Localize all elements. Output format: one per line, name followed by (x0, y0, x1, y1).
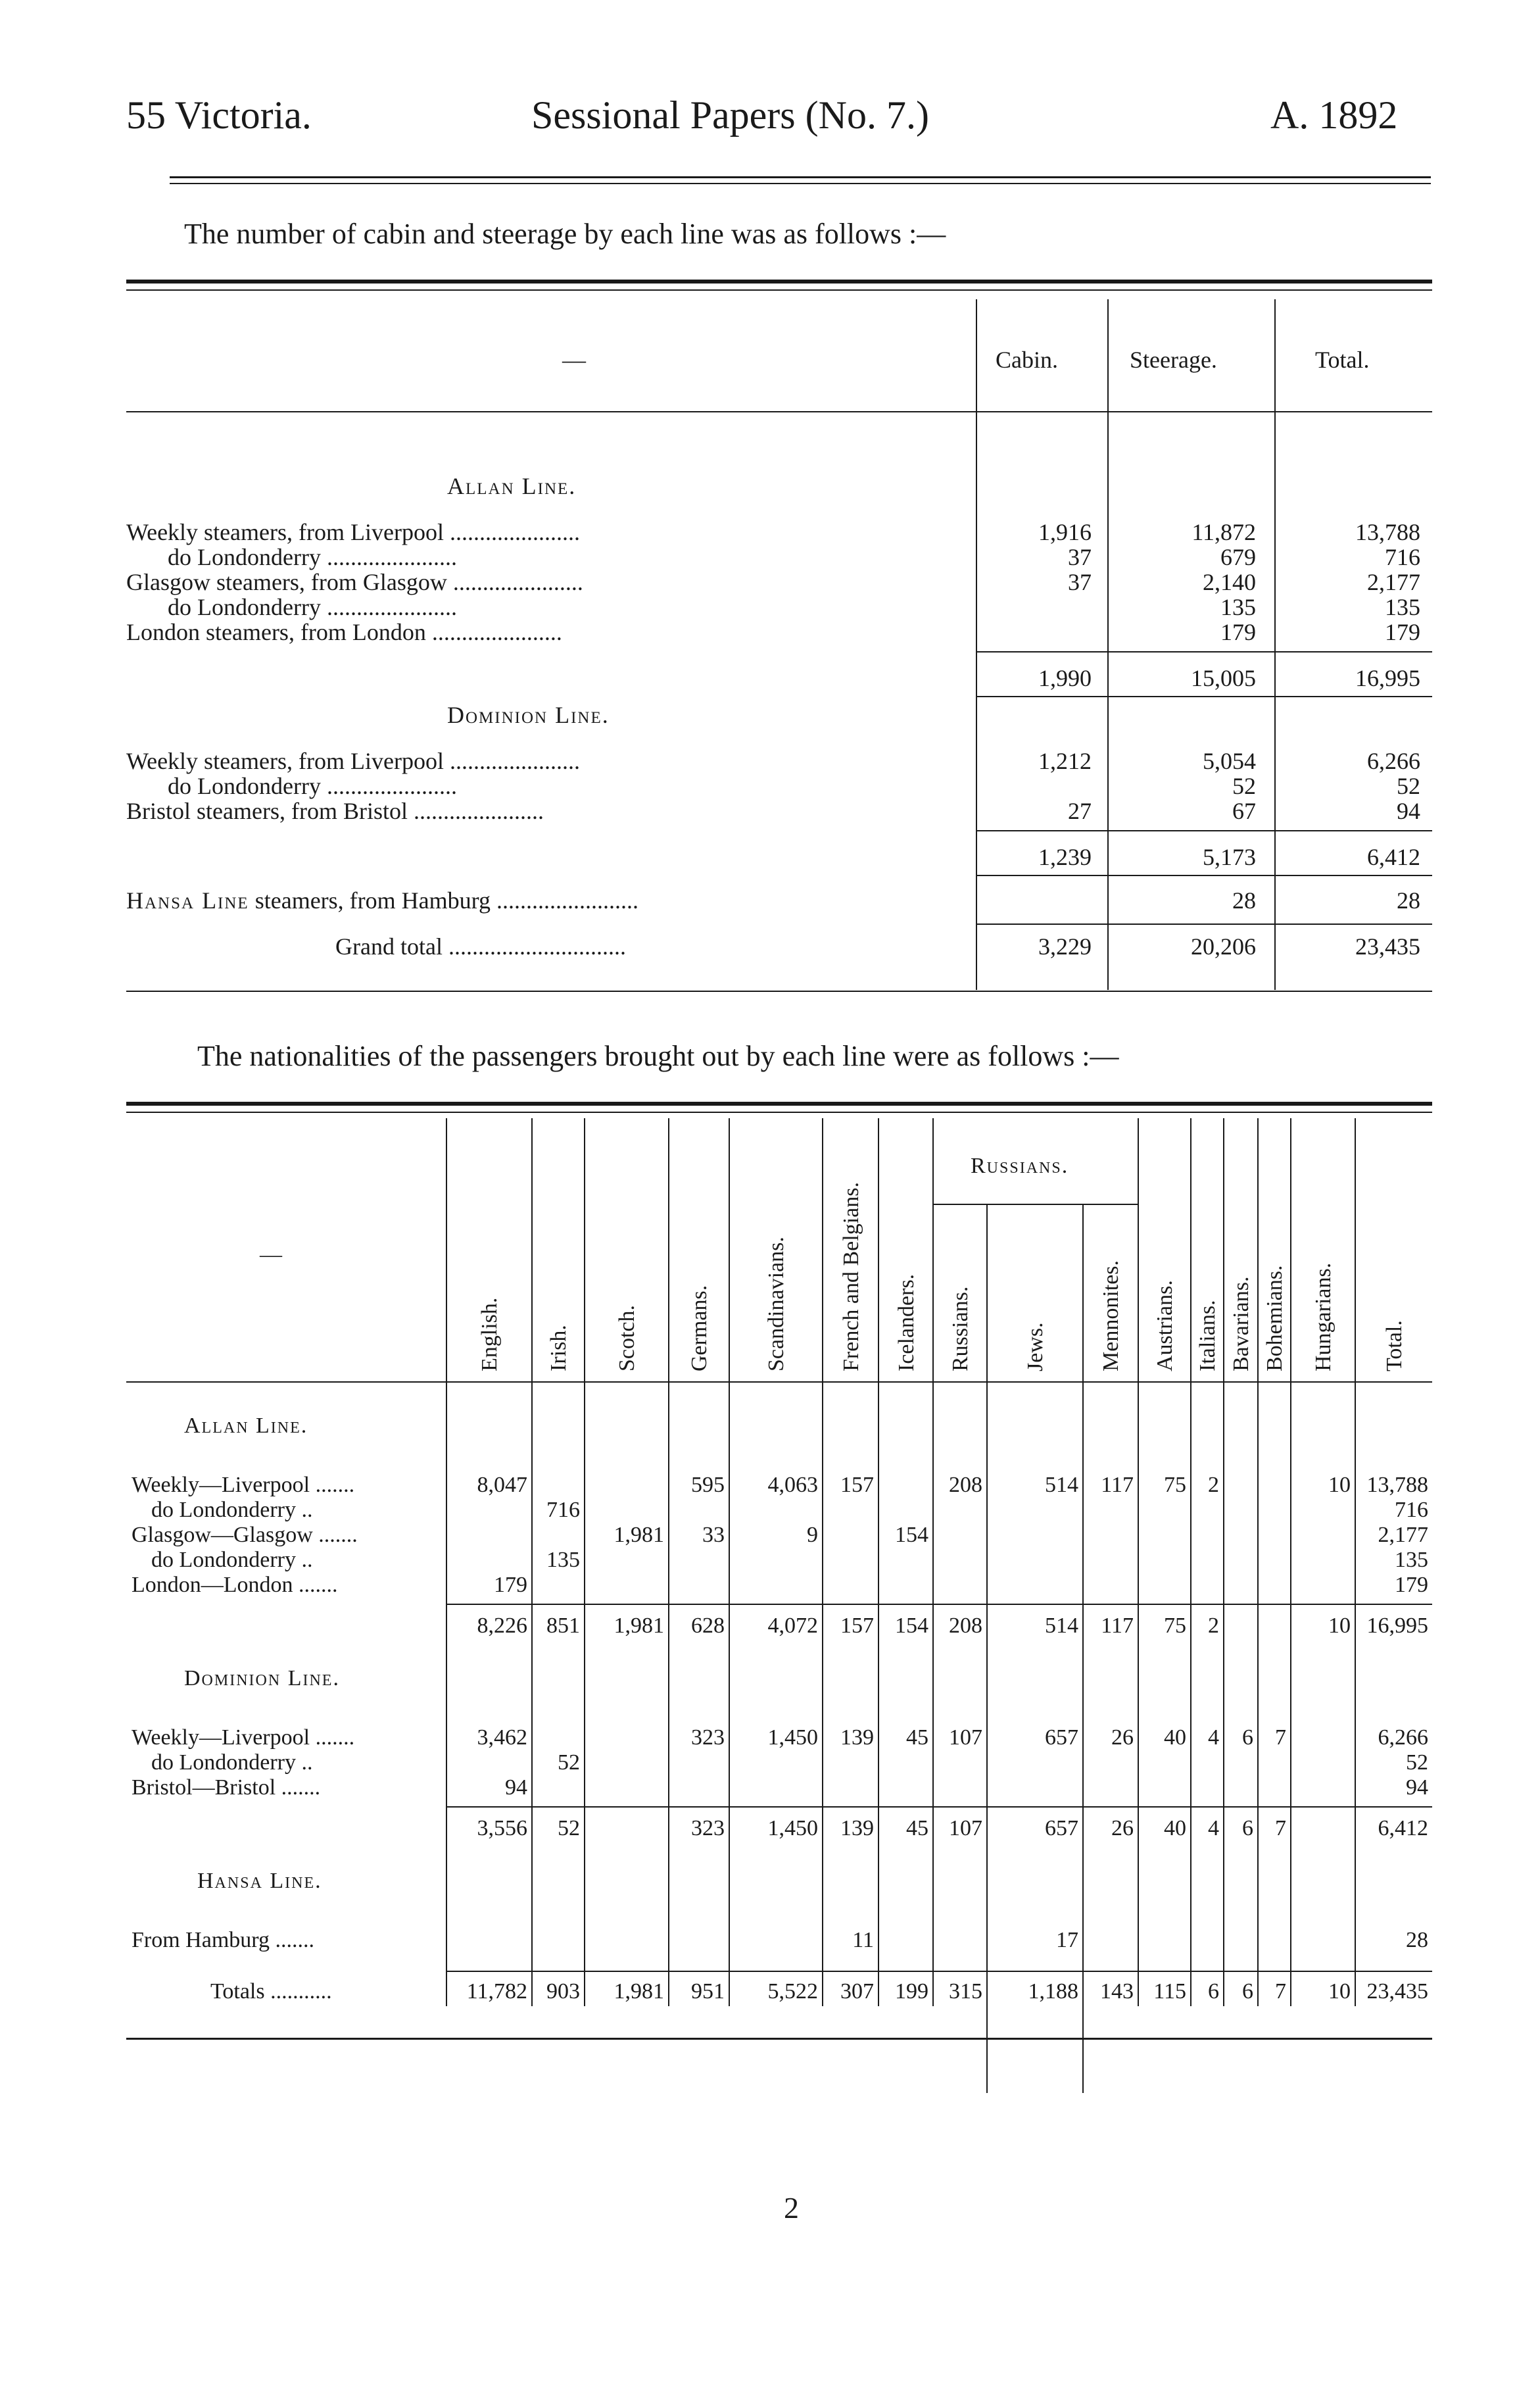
table1-cell-steerage: 179 (1220, 619, 1256, 645)
table1-section-title: Dominion Line. (447, 702, 610, 728)
table2-cell: 52 (558, 1750, 580, 1775)
table2-row-label: Weekly—Liverpool ....... (132, 1473, 355, 1497)
table2-col-divider (446, 1118, 447, 2006)
table1-subtotal-steerage: 5,173 (1203, 844, 1256, 870)
table1-subtotal-steerage: 15,005 (1191, 665, 1256, 691)
table2-subtotal-cell: 157 (840, 1613, 874, 1638)
table1-cell-total: 13,788 (1355, 519, 1420, 545)
intro-text-1: The number of cabin and steerage by each line was as follows :— (184, 218, 946, 250)
table2-cell: 75 (1164, 1473, 1186, 1497)
table2-row-label: Bristol—Bristol ....... (132, 1775, 321, 1800)
table2-col-header: French and Belgians. (838, 1182, 863, 1371)
table2-totals-cell: 6 (1242, 1979, 1253, 2004)
table2-subtotal-cell: 4 (1208, 1816, 1219, 1840)
table1-cell-steerage: 2,140 (1203, 569, 1256, 595)
table2-totals-cell: 7 (1275, 1979, 1286, 2004)
table1-cell-cabin: 1,212 (1038, 748, 1092, 774)
table2-cell: 157 (840, 1473, 874, 1497)
table2-subtotal-cell: 10 (1328, 1613, 1351, 1638)
table2-col-divider (729, 1118, 730, 2006)
table2-col-divider (986, 1205, 988, 2093)
table2-totals-cell: 10 (1328, 1979, 1351, 2004)
table2-cell: 94 (1406, 1775, 1428, 1800)
table2-cell: 135 (1395, 1548, 1428, 1572)
table2-subtotal-cell: 323 (691, 1816, 725, 1840)
table1-cell-total: 135 (1385, 594, 1420, 620)
table1-cell-cabin: 37 (1068, 569, 1092, 595)
table2-subtotal-cell: 1,981 (614, 1613, 664, 1638)
table2-subtotal-cell: 208 (949, 1613, 982, 1638)
table2-cell: 11 (852, 1928, 874, 1952)
table2-col-header: Mennonites. (1099, 1260, 1123, 1371)
table2-col-header: Bohemians. (1263, 1265, 1287, 1371)
table1-header-steerage: Steerage. (1130, 347, 1217, 373)
table1-row-label: do Londonderry ...................... (168, 594, 457, 620)
table1-cell-cabin: 1,916 (1038, 519, 1092, 545)
table2-col-header: Hungarians. (1311, 1262, 1335, 1371)
table2-totals-cell: 903 (546, 1979, 580, 2004)
table2-col-header: Icelanders. (894, 1273, 919, 1371)
table1-section-title: Allan Line. (447, 473, 577, 499)
table1-grand-cabin: 3,229 (1038, 933, 1092, 960)
table2-cell: 33 (702, 1523, 725, 1547)
table1-row-label: Glasgow steamers, from Glasgow ...................... (126, 569, 583, 595)
table1-cell-steerage: 11,872 (1191, 519, 1256, 545)
table2-top-rule (126, 1102, 1432, 1106)
table2-subtotal-cell: 45 (906, 1816, 928, 1840)
table2-cell: 595 (691, 1473, 725, 1497)
table1-row-label: London steamers, from London ...................... (126, 619, 562, 645)
table1-cell-cabin: 37 (1068, 544, 1092, 570)
table1-cell-steerage: 67 (1232, 798, 1256, 824)
table2-cell: 323 (691, 1725, 725, 1750)
table2-section-title: Dominion Line. (184, 1666, 340, 1690)
table2-subtotal-cell: 657 (1045, 1816, 1078, 1840)
table1-row-label: Weekly steamers, from Liverpool ...................... (126, 519, 580, 545)
table2-subtotal-rule (446, 1806, 1432, 1808)
table2-cell: 139 (840, 1725, 874, 1750)
table1-grand-total: 23,435 (1355, 933, 1420, 960)
table2-cell: 40 (1164, 1725, 1186, 1750)
table2-subtotal-cell: 154 (895, 1613, 928, 1638)
table2-cell: 8,047 (477, 1473, 527, 1497)
table2-cell: 4,063 (767, 1473, 818, 1497)
table2-col-header: Italians. (1195, 1300, 1220, 1371)
table2-col-header: Bavarians. (1229, 1276, 1253, 1371)
table2-row-label: London—London ....... (132, 1573, 338, 1597)
table2-cell: 179 (494, 1573, 527, 1597)
table1-cell-steerage: 5,054 (1203, 748, 1256, 774)
table2-totals-cell: 199 (895, 1979, 928, 2004)
table2-cell: 514 (1045, 1473, 1078, 1497)
table1-stub-header: — (562, 347, 586, 373)
table2-subtotal-cell: 52 (558, 1816, 580, 1840)
table2-col-header: Jews. (1023, 1322, 1047, 1371)
table2-subtotal-cell: 75 (1164, 1613, 1186, 1638)
table2-header-rule (126, 1381, 1432, 1383)
table1-cell-cabin: 27 (1068, 798, 1092, 824)
table2-cell: 28 (1406, 1928, 1428, 1952)
table2-row-label: do Londonderry .. (151, 1750, 313, 1775)
table2-subtotal-cell: 8,226 (477, 1613, 527, 1638)
header-center: Sessional Papers (No. 7.) (531, 93, 929, 137)
table2-subtotal-cell: 628 (691, 1613, 725, 1638)
table2-cell: 7 (1275, 1725, 1286, 1750)
table2-subtotal-cell: 514 (1045, 1613, 1078, 1638)
table1-cell-total: 2,177 (1367, 569, 1420, 595)
table2-bottom-rule (126, 2038, 1432, 2040)
table2-cell: 208 (949, 1473, 982, 1497)
table2-cell: 716 (1395, 1498, 1428, 1522)
table2-totals-cell: 6 (1208, 1979, 1219, 2004)
table1-cell-total: 28 (1397, 887, 1420, 914)
table2-cell: 9 (807, 1523, 818, 1547)
table1-grand-label: Grand total .............................. (335, 933, 626, 960)
table2-col-divider (668, 1118, 669, 2006)
table2-top-rule-2 (126, 1112, 1432, 1113)
table2-totals-cell: 1,981 (614, 1979, 664, 2004)
table1-cell-total: 94 (1397, 798, 1420, 824)
table2-cell: 2,177 (1378, 1523, 1428, 1547)
table2-col-header: Irish. (546, 1325, 571, 1371)
table1-row-label: Weekly steamers, from Liverpool ...................... (126, 748, 580, 774)
table2-cell: 657 (1045, 1725, 1078, 1750)
table1-cell-steerage: 679 (1220, 544, 1256, 570)
table2-cell: 716 (546, 1498, 580, 1522)
table2-subtotal-cell: 4,072 (767, 1613, 818, 1638)
table2-cell: 94 (505, 1775, 527, 1800)
table1-cell-steerage: 135 (1220, 594, 1256, 620)
table2-subtotal-cell: 139 (840, 1816, 874, 1840)
table2-cell: 117 (1101, 1473, 1134, 1497)
table1-cell-total: 6,266 (1367, 748, 1420, 774)
table2-cell: 10 (1328, 1473, 1351, 1497)
table2-col-header: Scotch. (615, 1304, 639, 1371)
table2-cell: 1,450 (767, 1725, 818, 1750)
table1-subtotal-cabin: 1,239 (1038, 844, 1092, 870)
table2-col-divider (878, 1118, 879, 2006)
table2-col-divider (584, 1118, 585, 2006)
table2-cell: 1,981 (614, 1523, 664, 1547)
header-left: 55 Victoria. (126, 93, 312, 137)
table2-subtotal-cell: 851 (546, 1613, 580, 1638)
table2-cell: 179 (1395, 1573, 1428, 1597)
table1-cell-total: 179 (1385, 619, 1420, 645)
table2-col-divider (1138, 1118, 1139, 2006)
table2-subtotal-cell: 40 (1164, 1816, 1186, 1840)
table2-col-divider (1290, 1118, 1291, 2006)
table2-col-header: English. (477, 1297, 502, 1371)
table2-group-rule (932, 1204, 1138, 1205)
table2-section-title: Hansa Line. (197, 1869, 322, 1893)
table2-totals-cell: 951 (691, 1979, 725, 2004)
table1-row-label: Bristol steamers, from Bristol ...................... (126, 798, 544, 824)
table2-col-divider (1190, 1118, 1191, 2006)
header-right: A. 1892 (1270, 93, 1398, 137)
table1-row-text: steamers, from Hamburg ........................ (249, 887, 638, 914)
table2-totals-cell: 143 (1100, 1979, 1134, 2004)
table1-row-label: do Londonderry ...................... (168, 544, 457, 570)
table1-header-cabin: Cabin. (996, 347, 1058, 373)
table2-col-header: Germans. (687, 1285, 711, 1371)
table1-cell-steerage: 52 (1232, 773, 1256, 799)
table2-col-divider (1082, 1205, 1084, 2093)
table2-col-divider (932, 1118, 934, 2006)
table2-cell: 2 (1208, 1473, 1219, 1497)
table2-col-divider (822, 1118, 823, 2006)
table2-col-header: Russians. (948, 1286, 973, 1371)
table2-cell: 6 (1242, 1725, 1253, 1750)
table2-cell: 6,266 (1378, 1725, 1428, 1750)
table1-cell-total: 716 (1385, 544, 1420, 570)
table2-subtotal-cell: 107 (949, 1816, 982, 1840)
table2-col-header: Total. (1382, 1320, 1407, 1371)
table2-col-header: Scandinavians. (764, 1237, 788, 1371)
table2-row-label: Weekly—Liverpool ....... (132, 1725, 355, 1750)
table2-subtotal-cell: 7 (1275, 1816, 1286, 1840)
table2-cell: 26 (1111, 1725, 1134, 1750)
table2-subtotal-cell: 117 (1101, 1613, 1134, 1638)
table2-subtotal-cell: 3,556 (477, 1816, 527, 1840)
table2-cell: 135 (546, 1548, 580, 1572)
table1-row-label: do Londonderry ...................... (168, 773, 457, 799)
table2-totals-cell: 307 (840, 1979, 874, 2004)
table1-subtotal-total: 16,995 (1355, 665, 1420, 691)
table2-group-header: Russians. (971, 1154, 1069, 1178)
table2-cell: 4 (1208, 1725, 1219, 1750)
table2-section-title: Allan Line. (184, 1414, 308, 1438)
table1-header-total: Total. (1315, 347, 1370, 373)
intro-text-2: The nationalities of the passengers brought out by each line were as follows :— (197, 1040, 1119, 1072)
table2-stub-header: — (260, 1243, 282, 1267)
table2-cell: 45 (906, 1725, 928, 1750)
table2-col-header: Austrians. (1153, 1280, 1177, 1371)
table2-totals-cell: 5,522 (767, 1979, 818, 2004)
table2-subtotal-cell: 26 (1111, 1816, 1134, 1840)
table1-subtotal-total: 6,412 (1367, 844, 1420, 870)
table1-subtotal-cabin: 1,990 (1038, 665, 1092, 691)
table1-grand-steerage: 20,206 (1191, 933, 1256, 960)
table2-totals-cell: 23,435 (1366, 1979, 1428, 2004)
table2-subtotal-cell: 6 (1242, 1816, 1253, 1840)
table2-subtotal-cell: 16,995 (1366, 1613, 1428, 1638)
table1-cell-steerage: 28 (1232, 887, 1256, 914)
table2-totals-cell: 11,782 (466, 1979, 527, 2004)
table2-cell: 52 (1406, 1750, 1428, 1775)
table2-totals-label: Totals ........... (210, 1979, 332, 2004)
table2-subtotal-cell: 1,450 (767, 1816, 818, 1840)
table1-section-title: Hansa Line (126, 887, 249, 914)
table2-col-divider (1257, 1118, 1259, 2006)
page-number: 2 (784, 2191, 799, 2225)
table2-row-label: do Londonderry .. (151, 1548, 313, 1572)
table2-subtotal-cell: 6,412 (1378, 1816, 1428, 1840)
table2-row-label: do Londonderry .. (151, 1498, 313, 1522)
table2-cell: 154 (895, 1523, 928, 1547)
table2-totals-cell: 315 (949, 1979, 982, 2004)
table2-totals-cell: 115 (1153, 1979, 1186, 2004)
table2-row-label: Glasgow—Glasgow ....... (132, 1523, 358, 1547)
table2-cell: 107 (949, 1725, 982, 1750)
table2-cell: 13,788 (1366, 1473, 1428, 1497)
table2-totals-rule (446, 1971, 1432, 1972)
table2-col-divider (1223, 1118, 1224, 2006)
table1-cell-total: 52 (1397, 773, 1420, 799)
table2-cell: 17 (1056, 1928, 1078, 1952)
table2-row-label: From Hamburg ....... (132, 1928, 314, 1952)
table2-totals-cell: 1,188 (1028, 1979, 1078, 2004)
table2-subtotal-cell: 2 (1208, 1613, 1219, 1638)
table2-subtotal-rule (446, 1604, 1432, 1605)
table2-cell: 3,462 (477, 1725, 527, 1750)
